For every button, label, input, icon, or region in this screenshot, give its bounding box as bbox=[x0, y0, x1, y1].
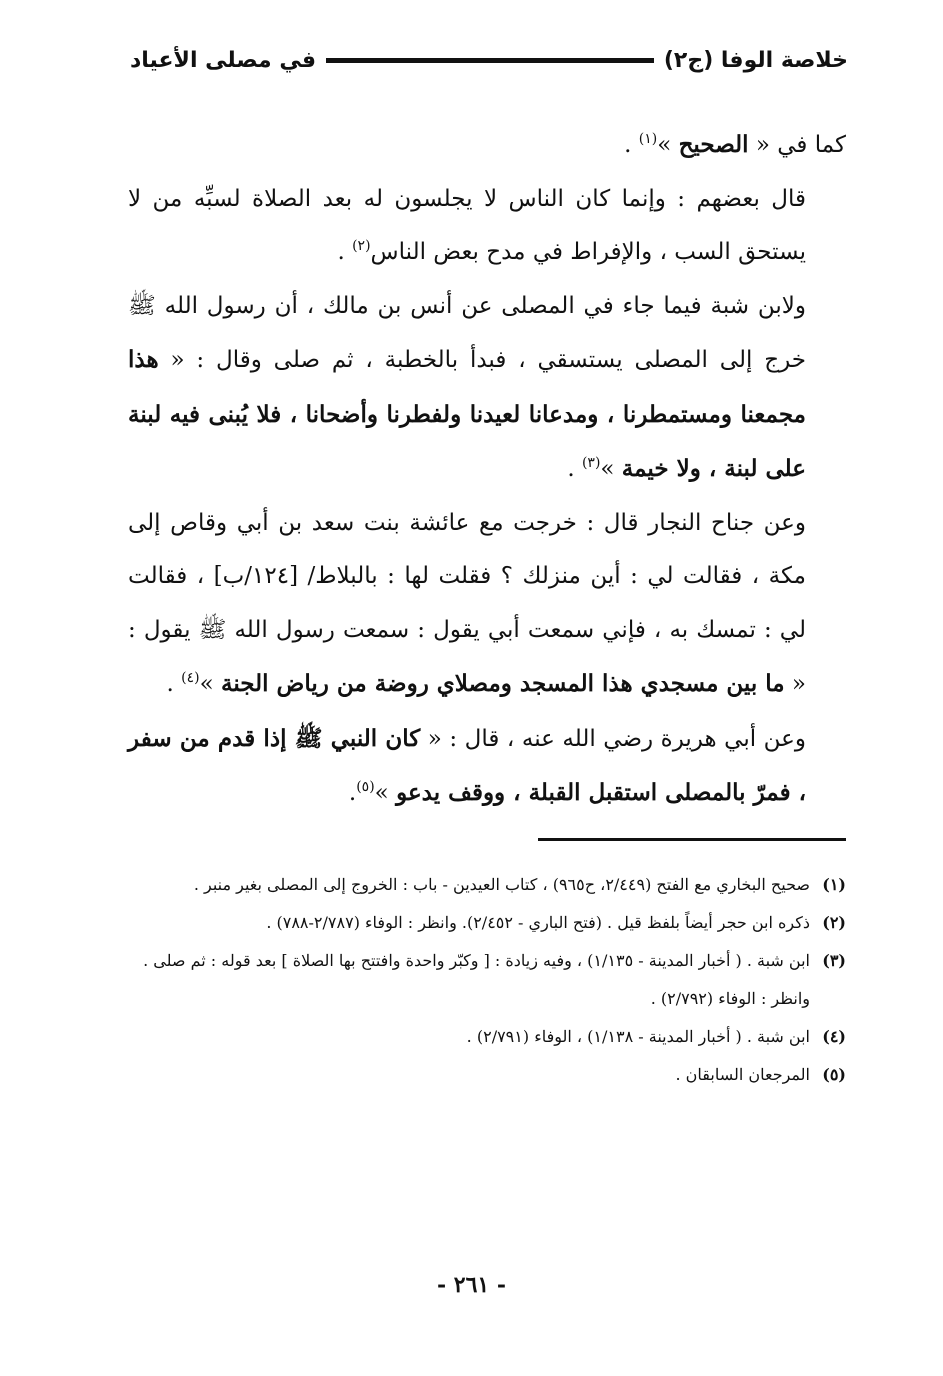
p1-bold: الصحيح bbox=[678, 131, 749, 158]
footnote-number: (٤) bbox=[822, 1027, 846, 1046]
p5-pre: وعن أبي هريرة رضي الله عنه ، قال : « bbox=[420, 725, 806, 752]
running-header bbox=[130, 40, 848, 80]
footnote-ref-2: (٢) bbox=[352, 238, 371, 254]
header-rule bbox=[326, 58, 654, 63]
p1-end: . bbox=[624, 132, 639, 158]
footnote-4 bbox=[128, 1018, 846, 1056]
p3-end: . bbox=[567, 456, 582, 482]
footnotes bbox=[128, 866, 846, 1094]
main-text bbox=[128, 118, 846, 821]
p3-pre: ولابن شبة فيما جاء في المصلى عن أنس بن مالك ، أن رسول الله ﷺ خرج إلى المصلى يستسقي ، فبدأ بالخطبة ، ثم صلى وقال : « bbox=[128, 292, 806, 373]
footnote-ref-4: (٤) bbox=[181, 670, 200, 686]
p4-post: » bbox=[199, 671, 222, 697]
footnote-ref-1: (١) bbox=[638, 131, 658, 147]
paragraph-5 bbox=[128, 712, 846, 821]
p3-post: » bbox=[600, 456, 622, 482]
paragraph-3 bbox=[128, 280, 846, 497]
p1-post: » bbox=[657, 132, 679, 158]
page-number: - ٢٦١ - bbox=[436, 1272, 507, 1298]
p2-text: قال بعضهم : وإنما كان الناس لا يجلسون له بعد الصلاة لسبِّه من لا يستحق السب ، والإفراط في مدح بعض الناس bbox=[128, 185, 806, 265]
p5-bold: كان النبي ﷺ إذا قدم من سفر ، فمرّ بالمصلى استقبل القبلة ، ووقف يدعو bbox=[128, 724, 806, 806]
footnote-text: ذكره ابن حجر أيضاً بلفظ قيل . (فتح الباري - ٢/٤٥٢). وانظر : الوفاء (٢/٧٨٧-٧٨٨) . bbox=[266, 913, 810, 932]
p1-pre: كما في « bbox=[748, 132, 846, 158]
footnote-2 bbox=[128, 904, 846, 942]
p2-end: . bbox=[337, 239, 353, 265]
footnote-text: صحيح البخاري مع الفتح (٢/٤٤٩، ح٩٦٥) ، كتاب العيدين - باب : الخروج إلى المصلى بغير منبر . bbox=[193, 875, 810, 894]
footnote-3 bbox=[128, 942, 846, 980]
footnote-text: ابن شبة . ( أخبار المدينة - ١/١٣٨) ، الوفاء (٢/٧٩١) . bbox=[466, 1027, 810, 1046]
p5-post: » bbox=[374, 780, 397, 806]
footnote-text: ابن شبة . ( أخبار المدينة - ١/١٣٥) ، وفيه زيادة : [ وكبّر واحدة وافتتح بها الصلاة ] بعد قوله : ثم صلى . bbox=[143, 951, 810, 970]
footnote-number: (٥) bbox=[822, 1065, 846, 1084]
p5-end: . bbox=[348, 780, 357, 806]
paragraph-4 bbox=[128, 497, 846, 712]
footnote-1 bbox=[128, 866, 846, 904]
footnote-separator bbox=[538, 838, 846, 841]
footnote-5 bbox=[128, 1056, 846, 1094]
footnote-number: (٣) bbox=[822, 951, 846, 970]
footnote-number: (٢) bbox=[822, 913, 846, 932]
footnote-ref-3: (٣) bbox=[581, 455, 601, 471]
section-title: في مصلى الأعياد bbox=[130, 47, 317, 73]
p4-pre: وعن جناح النجار قال : خرجت مع عائشة بنت سعد بن أبي وقاص إلى مكة ، فقالت لي : أين منزلك ؟ فقلت لها : بالبلاط/ [١٢٤/ب] ، فقالت لي : تمسك به ، فإني سمعت أبي يقول : سمعت رسول الله ﷺ يقول : « bbox=[128, 509, 806, 697]
footnote-text: المرجعان السابقان . bbox=[675, 1065, 810, 1084]
footnote-number: (١) bbox=[822, 875, 846, 894]
p3-bold: هذا مجمعنا ومستمطرنا ، ومدعانا لعيدنا ولفطرنا وأضحانا ، فلا يُبنى فيه لبنة على لبنة ، ولا خيمة bbox=[128, 346, 806, 482]
p4-bold: ما بين مسجدي هذا المسجد ومصلاي روضة من رياض الجنة bbox=[221, 670, 785, 697]
p4-end: . bbox=[166, 671, 182, 697]
book-title: خلاصة الوفا (ج٢) bbox=[663, 47, 848, 73]
paragraph-1 bbox=[128, 118, 846, 173]
paragraph-2 bbox=[128, 173, 846, 280]
footnote-ref-5: (٥) bbox=[356, 779, 375, 795]
footnote-3-extra: وانظر : الوفاء (٢/٧٩٢) . bbox=[650, 989, 810, 1008]
